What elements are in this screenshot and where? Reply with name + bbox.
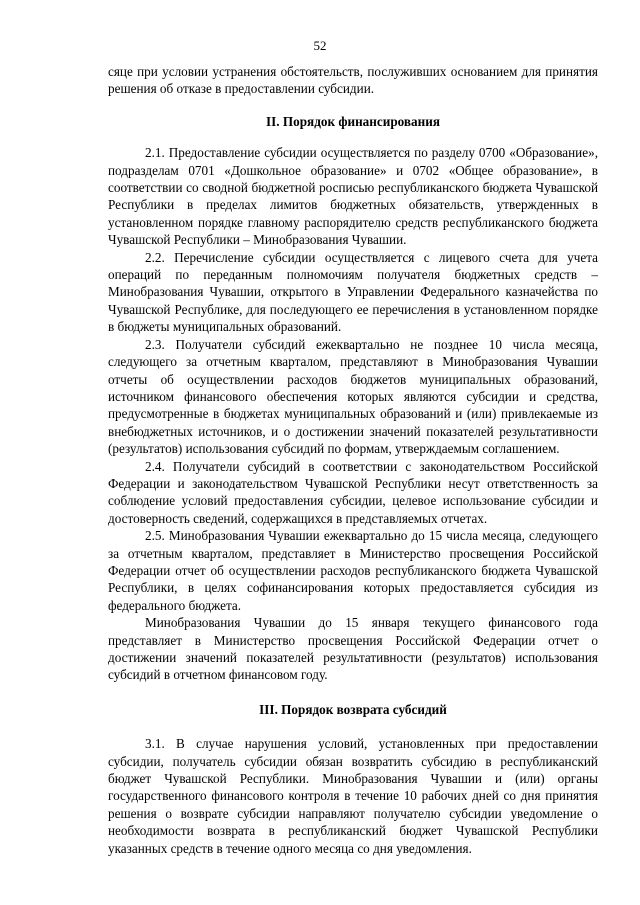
paragraph-3-1: 3.1. В случае нарушения условий, установленных при предоставлении субсидии, получатель субсидии обязан возвратить субсидию в республиканский бюджет Чувашской Республики. Минобразования Чувашии и (или) органы государственного финансового контроля в течение 10 рабочих дней со дня принятия решения о возврате субсидии направляют получателю субсидии уведомление о необходимости возврата в республиканский бюджет Чувашской Республики указанных средств в течение одного месяца со дня уведомления. (108, 736, 598, 856)
section-2-heading: II. Порядок финансирования (266, 113, 440, 129)
intro-paragraph: сяце при условии устранения обстоятельств, послуживших основанием для принятия решения об отказе в предоставлении субсидии. (108, 64, 598, 97)
paragraph-2-5: 2.5. Минобразования Чувашии ежеквартально до 15 числа месяца, следующего за отчетным кварталом, представляет в Министерство просвещения Российской Федерации отчет об осуществлении расходов республиканского бюджета Чувашской Республики, в целях софинансирования которых предоставляется субсидия из федерального бюджета. (108, 528, 598, 613)
paragraph-2-2: 2.2. Перечисление субсидии осуществляется с лицевого счета для учета операций по переданным полномочиям получателя бюджетных средств – Минобразования Чувашии, открытого в Управлении Федерального казначейства по Чувашской Республике, для последующего ее перечисления в установленном порядке в бюджеты муниципальных образований. (108, 249, 598, 335)
paragraph-2-3: 2.3. Получатели субсидий ежеквартально не позднее 10 числа месяца, следующего за отчетным кварталом, представляют в Минобразования Чувашии отчеты об осуществлении расходов бюджетов муниципальных образований, источником финансового обеспечения которых являются субсидии и средства, предусмотренные в бюджетах муниципальных образований и (или) привлекаемые из внебюджетных источников, и о достижении значений показателей результативности (результатов) использования субсидий по формам, утверждаемым соглашением. (108, 336, 598, 457)
paragraph-2-4: 2.4. Получатели субсидий в соответствии с законодательством Российской Федерации и законодательством Чувашской Республики несут ответственность за соблюдение условий предоставления субсидии, целевое использование субсидии и достоверность сведений, содержащихся в представляемых отчетах. (108, 458, 598, 526)
document-body (108, 63, 598, 857)
page-number: 52 (313, 38, 327, 53)
section-3-heading: III. Порядок возврата субсидий (259, 701, 447, 717)
paragraph-2-6: Минобразования Чувашии до 15 января текущего финансового года представляет в Министерство просвещения Российской Федерации отчет о достижении значений показателей результативности (результатов) использования субсидий в отчетном финансовом году. (108, 615, 598, 683)
paragraph-2-1: 2.1. Предоставление субсидии осуществляется по разделу 0700 «Образование», подразделам 0701 «Дошкольное образование» и 0702 «Общее образование», в соответствии со сводной бюджетной росписью республиканского бюджета Чувашской Республики в пределах лимитов бюджетных обязательств, утвержденных в установленном порядке главному распорядителю средств республиканского бюджета Чувашской Республики – Минобразования Чувашии. (108, 145, 598, 248)
